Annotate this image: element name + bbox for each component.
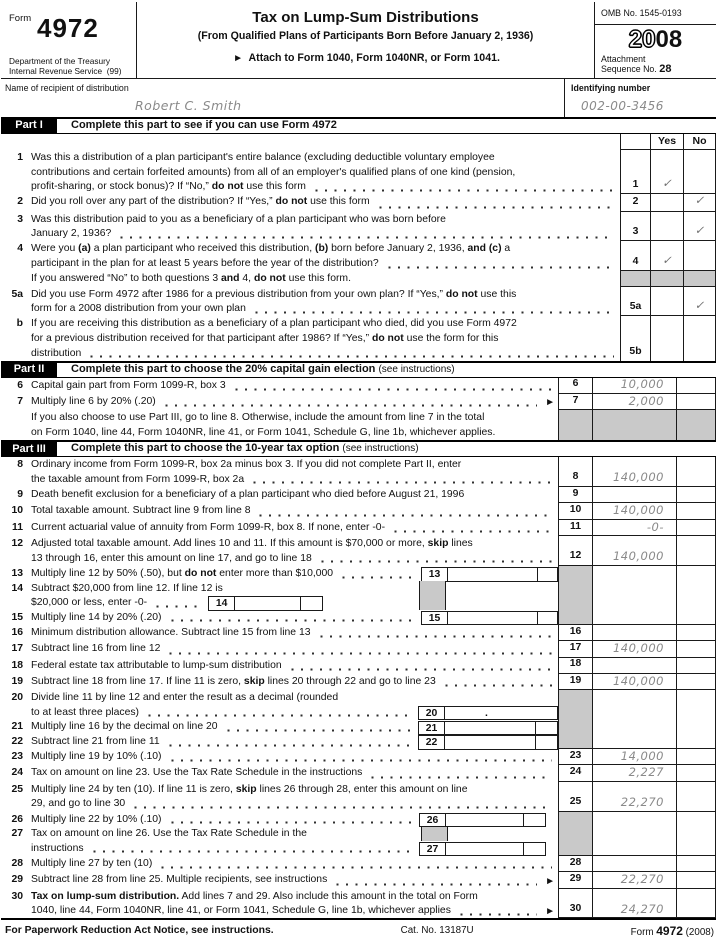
line-row-30 (1, 889, 716, 919)
shaded-cell (421, 827, 448, 841)
line9-text: 9 Death benefit exclusion for a beneficiary of a plan participant who died before August 21, 1996 (17, 489, 465, 501)
merged-empty-box (592, 812, 676, 856)
line28-cents-field[interactable] (676, 856, 716, 872)
line8-amount-field[interactable]: 140,000 (592, 457, 676, 487)
line-row-25 (1, 782, 716, 812)
dot-leader (169, 744, 412, 747)
line5a-no-cell[interactable] (683, 287, 716, 317)
line10-amount-field[interactable]: 140,000 (592, 503, 676, 519)
checkmark-icon: ✓ (694, 224, 705, 237)
line8-number-cell: 8 (558, 457, 592, 487)
line-row-29 (1, 872, 716, 888)
line13-text: 13 Multiply line 12 by 50% (.50), but do not enter more than $10,000 13 (1, 567, 558, 582)
checkmark-icon: ✓ (694, 299, 705, 312)
right-pointer-icon: ► (233, 53, 243, 65)
line15-amount-field[interactable] (448, 612, 537, 625)
dot-leader (171, 619, 415, 622)
line19-amount-field[interactable]: 140,000 (592, 674, 676, 690)
line-row-8 (1, 457, 716, 487)
line3-number-cell: 3 (620, 212, 650, 242)
line-row-11 (1, 520, 716, 536)
form-header (1, 2, 716, 79)
line1-yes-cell[interactable] (650, 150, 683, 194)
shaded-number-column (558, 566, 592, 625)
line15-cents-field[interactable] (537, 612, 557, 625)
irs-label: Internal Revenue Service (9, 65, 103, 76)
line9-number-cell: 9 (558, 487, 592, 503)
line9-amount-field[interactable] (592, 487, 676, 503)
line-row-24 (1, 765, 716, 781)
dot-leader (320, 635, 552, 638)
line28-number-cell: 28 (558, 856, 592, 872)
line22-amount-field[interactable] (445, 736, 535, 749)
dot-leader (169, 652, 552, 655)
question-text-2: 2 Did you roll over any part of the distribution? If “Yes,” do not use this form (1, 194, 620, 211)
question-text-1: 1 Was this a distribution of a plan participant's entire balance (excluding deductible voluntary employee contributions and certain forfeited amounts) from all of an employer's qualified plans of one kind (pension, profit-sharing, or stock bonus)? If “No,” do not use this form (1, 150, 620, 194)
dot-leader (165, 404, 537, 407)
line-row-6 (1, 378, 716, 394)
line3-yes-cell[interactable] (650, 212, 683, 242)
part2-title: Complete this part to choose the 20% capital gain election (71, 362, 376, 375)
line11-cents-field[interactable] (676, 520, 716, 536)
form-subtitle: (From Qualified Plans of Participants Born Before January 2, 1936) (197, 29, 534, 42)
line5b-no-cell[interactable] (683, 316, 716, 360)
lines-26-27-group: 26 Multiply line 22 by 10% (.10) 26 27 Tax on amount on line 26. Use the Tax Rate Schedule in the instructions 27 (1, 812, 716, 856)
line14-entry-box: 14 (208, 596, 323, 611)
line8-cents-field[interactable] (676, 457, 716, 487)
line22-entry-box: 22 (418, 735, 558, 750)
omb-number: OMB No. 1545-0193 (595, 2, 716, 25)
part2-note: If you also choose to use Part III, go to line 8. Otherwise, include the amount from line 7 in the total on Form 1040, line 44, Form 1040NR, line 41, or Form 1041, Schedule G, line 1b, whichever applies. (31, 412, 496, 439)
line11-number-cell: 11 (558, 520, 592, 536)
part3-label: Part III (1, 442, 57, 456)
line16-text: 16 Minimum distribution allowance. Subtract line 15 from line 13 (1, 625, 558, 641)
line6-amount-field[interactable]: 10,000 (592, 378, 676, 394)
line25-cents-field[interactable] (676, 782, 716, 812)
dot-leader (253, 481, 552, 484)
line17-amount-field[interactable]: 140,000 (592, 641, 676, 657)
line17-cents-field[interactable] (676, 641, 716, 657)
line10-cents-field[interactable] (676, 503, 716, 519)
line17-text: 17 Subtract line 16 from line 12 (1, 641, 558, 657)
attachment-sequence: Attachment Sequence No. 28 (601, 53, 672, 76)
part3-bar (1, 440, 716, 457)
line5a-number-cell: 5a (620, 287, 650, 317)
lines-20-22-group: 20 Divide line 11 by line 12 and enter the result as a decimal (rounded to at least three places) 20 . 21 Multiply line 16 by the decimal on line 20 21 22 Subtract line 21 from line 11 22 (1, 690, 716, 749)
dot-leader (445, 684, 552, 687)
part3-see-instructions: (see instructions) (342, 443, 419, 455)
dot-leader (156, 605, 202, 608)
line-row-17 (1, 641, 716, 657)
line12-cents-field[interactable] (676, 536, 716, 566)
line-row-16 (1, 625, 716, 641)
line3-no-cell[interactable] (683, 212, 716, 242)
tax-year: 2008 (628, 25, 683, 53)
part1-bar (1, 117, 716, 134)
line-row-23 (1, 749, 716, 765)
dot-leader (315, 189, 614, 192)
line6-text: 6 Capital gain part from Form 1099-R, box 3 (1, 378, 558, 394)
line10-number-cell: 10 (558, 503, 592, 519)
line20-decimal-field[interactable]: . (485, 707, 488, 719)
no-column-header: No (683, 134, 716, 150)
omb-block (594, 2, 716, 78)
form-footer (1, 918, 716, 941)
line27-amount-field[interactable] (446, 843, 523, 856)
dot-leader (321, 560, 552, 563)
question-row-5b (1, 316, 716, 360)
line2-number-cell: 2 (620, 194, 650, 211)
checkmark-icon: ✓ (662, 177, 672, 190)
line2-yes-cell[interactable] (650, 194, 683, 211)
line24-amount-field[interactable]: 2,227 (592, 765, 676, 781)
line16-cents-field[interactable] (676, 625, 716, 641)
dot-leader (255, 311, 614, 314)
question-row-3 (1, 212, 716, 242)
line23-number-cell: 23 (558, 749, 592, 765)
line18-number-cell: 18 (558, 658, 592, 674)
line8-text: 8 Ordinary income from Form 1099-R, box 2a minus box 3. If you did not complete Part II, enter the taxable amount from Form 1099-R, box 2a (1, 457, 558, 487)
part2-bar (1, 361, 716, 378)
identifying-number-label: Identifying number (571, 83, 651, 94)
line5a-yes-cell[interactable] (650, 287, 683, 317)
dot-leader (120, 236, 614, 239)
question-text-5a: 5a Did you use Form 4972 after 1986 for a previous distribution from your own plan? If “Yes,” do not use this form for a 2008 distribution from your own plan (1, 287, 620, 317)
merged-empty-box (592, 566, 676, 625)
right-pointer-icon: ► (545, 875, 555, 887)
line25-text: 25 Multiply line 24 by ten (10). If line 11 is zero, skip lines 26 through 28, enter this amount on line 29, and go to line 30 (1, 782, 558, 812)
part1-title: Complete this part to see if you can use Form 4972 (71, 119, 337, 132)
line29-cents-field[interactable] (676, 872, 716, 888)
recipient-name-field[interactable]: Robert C. Smith (135, 98, 242, 113)
form-number: 4972 (37, 12, 99, 43)
dot-leader (227, 729, 412, 732)
line12-number-cell: 12 (558, 536, 592, 566)
right-pointer-icon: ► (545, 905, 555, 917)
question-row-5a (1, 287, 716, 317)
line17-number-cell: 17 (558, 641, 592, 657)
line15-text: 15 Multiply line 14 by 20% (.20) 15 (1, 611, 558, 626)
part3-title: Complete this part to choose the 10-year tax option (71, 442, 340, 455)
dot-leader (291, 668, 552, 671)
dot-leader (379, 206, 614, 209)
dot-leader (388, 266, 614, 269)
line18-amount-field[interactable] (592, 658, 676, 674)
line19-text: 19 Subtract line 18 from line 17. If line 11 is zero, skip lines 20 through 22 and go to line 23 (1, 674, 558, 690)
part2-label: Part II (1, 363, 57, 377)
question-text-3: 3 Was this distribution paid to you as a beneficiary of a plan participant who was born before January 2, 1936? (1, 212, 620, 242)
line7-text: 7 Multiply line 6 by 20% (.20) ► (1, 394, 558, 410)
part2-note-row (1, 410, 716, 440)
line26-amount-field[interactable] (446, 814, 523, 827)
line26-cents-field[interactable] (523, 814, 545, 827)
line30-number-cell: 30 (558, 889, 592, 919)
form-footer-id: Form 4972 (2008) (630, 924, 714, 939)
line14-text: 14 Subtract $20,000 from line 12. If line 12 is (11, 582, 223, 594)
checkmark-icon: ✓ (694, 195, 705, 207)
line25-amount-field[interactable]: 22,270 (592, 782, 676, 812)
dot-leader (342, 576, 415, 579)
dot-leader (371, 776, 552, 779)
form-title: Tax on Lump-Sum Distributions (252, 9, 479, 26)
line-row-9 (1, 487, 716, 503)
part1-label: Part I (1, 119, 57, 133)
dot-leader (394, 530, 552, 533)
line28-amount-field[interactable] (592, 856, 676, 872)
paperwork-notice: For Paperwork Reduction Act Notice, see instructions. (5, 925, 274, 937)
line24-text: 24 Tax on amount on line 23. Use the Tax Rate Schedule in the instructions (1, 765, 558, 781)
line15-entry-box: 15 (421, 611, 558, 626)
part1-note-row (1, 271, 716, 286)
question-text-5b: b If you are receiving this distribution as a beneficiary of a plan participant who died, did you use Form 4972 for a previous distribution received for that participant after 1986? If “Yes,” do not use the form for this distribution (1, 316, 620, 360)
right-pointer-icon: ► (545, 397, 555, 409)
line24-cents-field[interactable] (676, 765, 716, 781)
name-label: Name of recipient of distribution (5, 83, 129, 94)
line-row-19 (1, 674, 716, 690)
dot-leader (148, 714, 412, 717)
question-row-1 (1, 150, 716, 194)
line22-text: 22 Subtract line 21 from line 11 22 (1, 735, 558, 750)
line25-number-cell: 25 (558, 782, 592, 812)
line30-cents-field[interactable] (676, 889, 716, 919)
line5b-yes-cell[interactable] (650, 316, 683, 360)
shaded-cell (419, 581, 446, 610)
line29-amount-field[interactable]: 22,270 (592, 872, 676, 888)
line7-cents-field[interactable] (676, 394, 716, 410)
line29-number-cell: 29 (558, 872, 592, 888)
line13-amount-field[interactable] (448, 568, 537, 581)
treasury-label: Department of the Treasury (9, 56, 110, 67)
dot-leader (235, 388, 552, 391)
line4-yes-cell[interactable] (650, 241, 683, 271)
question-row-2 (1, 194, 716, 211)
line11-text: 11 Current actuarial value of annuity from Form 1099-R, box 8. If none, enter -0- (1, 520, 558, 536)
dot-leader (171, 759, 552, 762)
irs-code: (99) (106, 65, 122, 76)
yes-column-header: Yes (650, 134, 683, 150)
line12-amount-field[interactable]: 140,000 (592, 536, 676, 566)
dot-leader (259, 514, 552, 517)
line20-entry-box: 20 . (418, 706, 558, 721)
dot-leader (134, 806, 552, 809)
line21-text: 21 Multiply line 16 by the decimal on line 20 21 (1, 720, 558, 735)
catalog-number: Cat. No. 13187U (400, 925, 474, 937)
line16-number-cell: 16 (558, 625, 592, 641)
line10-text: 10 Total taxable amount. Subtract line 9 from line 8 (1, 503, 558, 519)
line28-text: 28 Multiply line 27 by ten (10) (1, 856, 558, 872)
line23-cents-field[interactable] (676, 749, 716, 765)
line23-amount-field[interactable]: 14,000 (592, 749, 676, 765)
dot-leader (161, 866, 552, 869)
line23-text: 23 Multiply line 19 by 10% (.10) (1, 749, 558, 765)
line-row-28 (1, 856, 716, 872)
line14-amount-field[interactable] (235, 597, 300, 610)
line21-cents-field[interactable] (535, 722, 557, 735)
checkmark-icon: ✓ (662, 254, 672, 267)
line14-cents-field[interactable] (300, 597, 322, 610)
line13-entry-box: 13 (421, 567, 558, 582)
line5b-number-cell: 5b (620, 316, 650, 360)
part2-see-instructions: (see instructions) (378, 363, 455, 375)
dot-leader (336, 883, 537, 886)
line11-amount-field[interactable]: -0- (592, 520, 676, 536)
attach-instruction: ► Attach to Form 1040, Form 1040NR, or Form 1041. (233, 52, 500, 65)
part1-column-headers (1, 134, 716, 150)
line18-cents-field[interactable] (676, 658, 716, 674)
agency-block (9, 57, 136, 76)
line7-number-cell: 7 (558, 394, 592, 410)
line7-amount-field[interactable]: 2,000 (592, 394, 676, 410)
line13-cents-field[interactable] (537, 568, 557, 581)
line9-cents-field[interactable] (676, 487, 716, 503)
line-row-10 (1, 503, 716, 519)
line-row-7 (1, 394, 716, 410)
line21-entry-box: 21 (418, 721, 558, 736)
line27-text: 27 Tax on amount on line 26. Use the Tax Rate Schedule in the (11, 828, 307, 840)
dot-leader (93, 850, 413, 853)
line1-no-cell[interactable] (683, 150, 716, 194)
sequence-number: 28 (659, 63, 672, 76)
line6-number-cell: 6 (558, 378, 592, 394)
line29-text: 29 Subtract line 28 from line 25. Multiple recipients, see instructions ► (1, 872, 558, 888)
line20-text: 20 Divide line 11 by line 12 and enter the result as a decimal (rounded (11, 692, 339, 704)
line22-cents-field[interactable] (535, 736, 557, 749)
line-row-18 (1, 658, 716, 674)
shaded-number-column (558, 812, 592, 856)
line1-number-cell: 1 (620, 150, 650, 194)
merged-empty-box (592, 690, 676, 749)
line24-number-cell: 24 (558, 765, 592, 781)
lines-13-15-group: 13 Multiply line 12 by 50% (.50), but do not enter more than $10,000 13 14 Subtract $20,000 from line 12. If line 12 is $20,000 or less, enter -0- 14 15 Multiply line 14 by 20% (.20) 15 (1, 566, 716, 625)
line12-text: 12 Adjusted total taxable amount. Add lines 10 and 11. If this amount is $70,000 or more, skip lines 13 through 16, enter this amount on line 17, and go to line 18 (1, 536, 558, 566)
dot-leader (171, 821, 413, 824)
line27-entry-box: 27 (419, 842, 546, 857)
line19-number-cell: 19 (558, 674, 592, 690)
line4-number-cell: 4 (620, 241, 650, 271)
part1-note: If you answered “No” to both questions 3 and 4, do not use this form. (31, 273, 351, 285)
dot-leader (460, 913, 537, 916)
line18-text: 18 Federal estate tax attributable to lump-sum distribution (1, 658, 558, 674)
identifying-number-field[interactable]: 002-00-3456 (581, 99, 664, 113)
line-row-12 (1, 536, 716, 566)
line21-amount-field[interactable] (445, 722, 535, 735)
form-id-block (1, 2, 136, 78)
line16-amount-field[interactable] (592, 625, 676, 641)
line26-entry-box: 26 (419, 813, 546, 828)
form-word: Form (9, 13, 32, 24)
question-row-4 (1, 241, 716, 271)
shaded-number-column (558, 690, 592, 749)
line26-text: 26 Multiply line 22 by 10% (.10) 26 (1, 813, 558, 828)
line30-amount-field[interactable]: 24,270 (592, 889, 676, 919)
line2-no-cell[interactable] (683, 194, 716, 211)
recipient-row (1, 79, 716, 117)
question-text-4: 4 Were you (a) a plan participant who received this distribution, (b) born before January 2, 1936, and (c) a participant in the plan for at least 5 years before the year of the distribution? (1, 241, 620, 271)
line19-cents-field[interactable] (676, 674, 716, 690)
line4-no-cell[interactable] (683, 241, 716, 271)
dot-leader (90, 355, 614, 358)
line27-cents-field[interactable] (523, 843, 545, 856)
line30-text: 30 Tax on lump-sum distribution. Add lines 7 and 29. Also include this amount in the total on Form 1040, line 44, Form 1040NR, line 41, or Form 1041, Schedule G, line 1b, whichever applies ► (1, 889, 558, 919)
line6-cents-field[interactable] (676, 378, 716, 394)
form-title-block (136, 2, 594, 78)
